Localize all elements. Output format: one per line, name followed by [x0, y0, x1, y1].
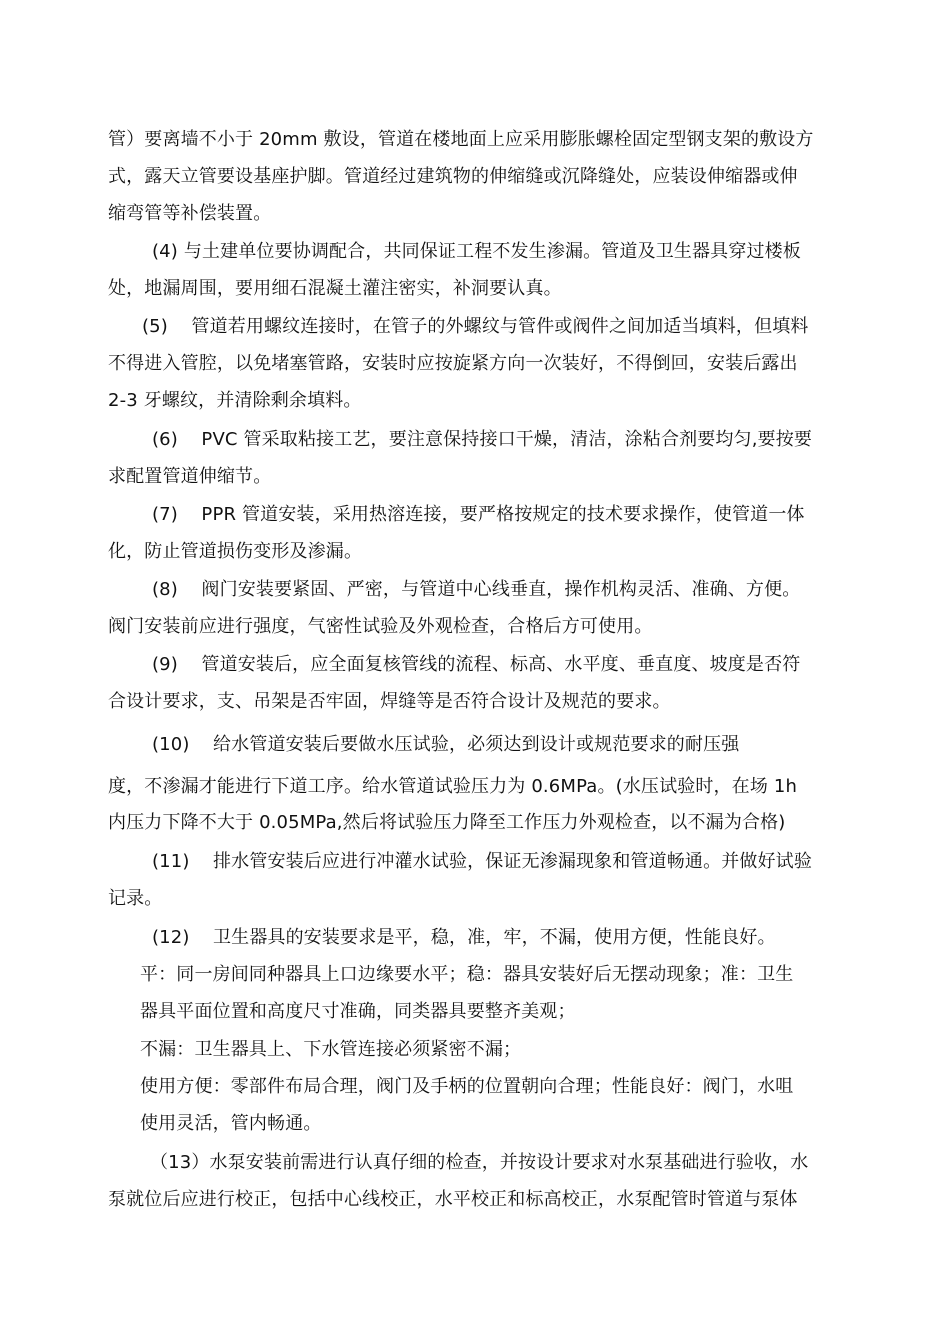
text-line: 化，防止管道损伤变形及渗漏。 — [108, 541, 363, 562]
text-line: 不得进入管腔，以免堵塞管路，安装时应按旋紧方向一次装好，不得倒回，安装后露出 — [108, 353, 798, 374]
text-line: (7) PPR 管道安装，采用热溶连接，要严格按规定的技术要求操作，使管道一体 — [152, 504, 805, 525]
text-line: 使用方便：零部件布局合理，阀门及手柄的位置朝向合理；性能良好：阀门，水咀 — [140, 1076, 794, 1097]
text-line: 处，地漏周围，要用细石混凝土灌注密实，补洞要认真。 — [108, 278, 562, 299]
text-line: (8) 阀门安装要紧固、严密，与管道中心线垂直，操作机构灵活、准确、方便。 — [152, 579, 801, 600]
text-line: (11) 排水管安装后应进行冲灌水试验，保证无渗漏现象和管道畅通。并做好试验 — [152, 851, 812, 872]
text-line: 平：同一房间同种器具上口边缘要水平；稳：器具安装好后无摆动现象；准：卫生 — [140, 964, 794, 985]
text-line: 泵就位后应进行校正，包括中心线校正，水平校正和标高校正，水泵配管时管道与泵体 — [108, 1189, 798, 1210]
text-line: 使用灵活，管内畅通。 — [140, 1113, 322, 1134]
text-line: 器具平面位置和高度尺寸准确，同类器具要整齐美观； — [140, 1001, 576, 1022]
text-line: (4) 与土建单位要协调配合，共同保证工程不发生渗漏。管道及卫生器具穿过楼板 — [152, 241, 801, 262]
text-line: 记录。 — [108, 888, 163, 909]
text-line: 内压力下降不大于 0.05MPa,然后将试验压力降至工作压力外观检查，以不漏为合格) — [108, 812, 786, 833]
text-line: 合设计要求，支、吊架是否牢固，焊缝等是否符合设计及规范的要求。 — [108, 691, 671, 712]
text-line: (10) 给水管道安装后要做水压试验，必须达到设计或规范要求的耐压强 — [152, 734, 740, 755]
text-line: (12) 卫生器具的安装要求是平，稳，准，牢，不漏，使用方便，性能良好。 — [152, 927, 776, 948]
text-line: 式，露天立管要设基座护脚。管道经过建筑物的伸缩缝或沉降缝处，应装设伸缩器或伸 — [108, 166, 798, 187]
text-line: (5) 管道若用螺纹连接时，在管子的外螺纹与管件或阀件之间加适当填料，但填料 — [142, 316, 809, 337]
text-line: （13）水泵安装前需进行认真仔细的检查，并按设计要求对水泵基础进行验收，水 — [150, 1152, 809, 1173]
text-line: 2-3 牙螺纹，并清除剩余填料。 — [108, 390, 362, 411]
text-line: 缩弯管等补偿装置。 — [108, 203, 272, 224]
text-line: (9) 管道安装后，应全面复核管线的流程、标高、水平度、垂直度、坡度是否符 — [152, 654, 801, 675]
text-line: (6) PVC 管采取粘接工艺，要注意保持接口干燥，清洁，涂粘合剂要均匀,要按要 — [152, 429, 813, 450]
text-line: 度，不渗漏才能进行下道工序。给水管道试验压力为 0.6MPa。(水压试验时，在场 1h — [108, 776, 798, 797]
text-line: 求配置管道伸缩节。 — [108, 466, 272, 487]
text-line: 不漏：卫生器具上、下水管连接必须紧密不漏； — [140, 1039, 522, 1060]
text-line: 阀门安装前应进行强度，气密性试验及外观检查，合格后方可使用。 — [108, 616, 653, 637]
text-line: 管）要离墙不小于 20mm 敷设，管道在楼地面上应采用膨胀螺栓固定型钢支架的敷设方 — [108, 129, 814, 150]
